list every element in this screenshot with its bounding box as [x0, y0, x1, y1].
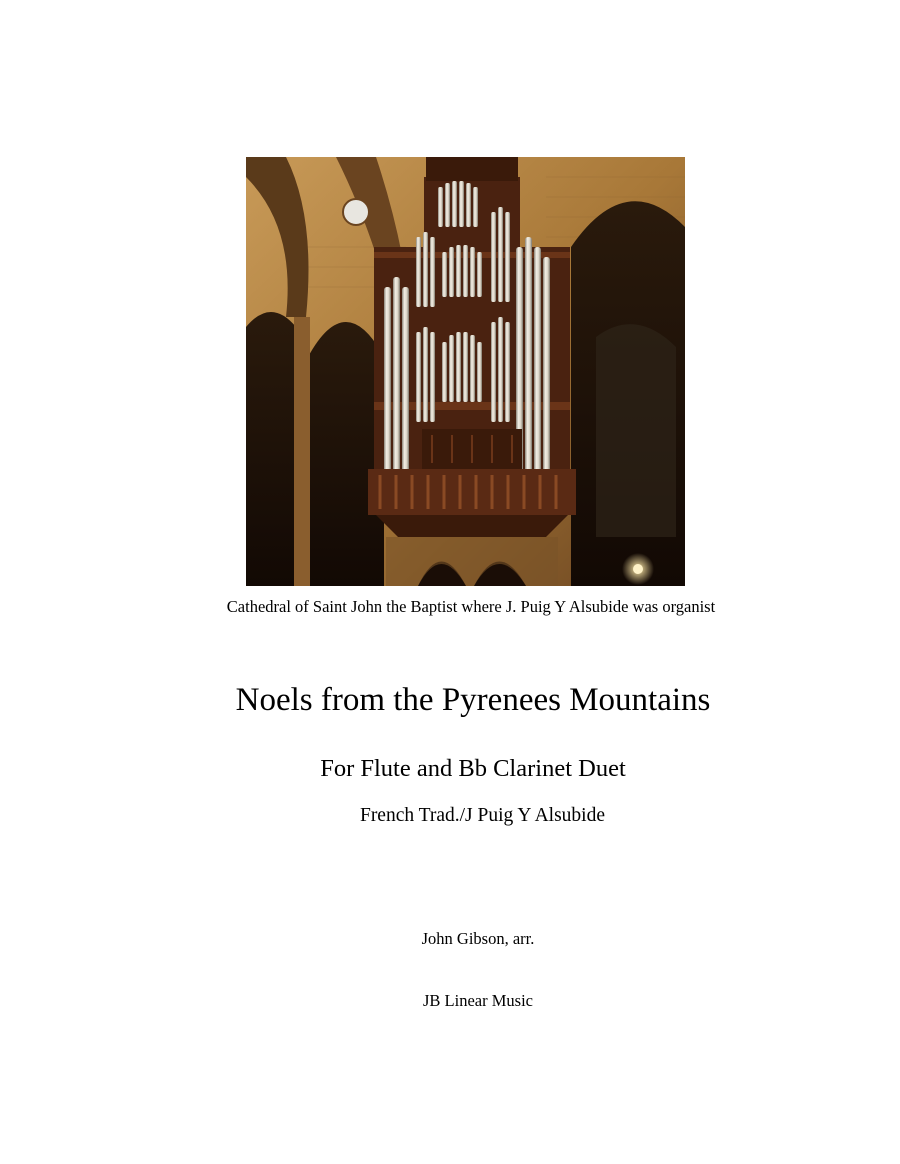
score-title: Noels from the Pyrenees Mountains: [235, 682, 711, 718]
photo-caption: Cathedral of Saint John the Baptist where J. Puig Y Alsubide was organist: [226, 597, 716, 616]
cathedral-organ-photo: [246, 157, 685, 586]
publisher-name: JB Linear Music: [423, 991, 533, 1010]
composer-credit: French Trad./J Puig Y Alsubide: [359, 805, 606, 826]
arranger-credit: John Gibson, arr.: [421, 929, 535, 948]
instrumentation-subtitle: For Flute and Bb Clarinet Duet: [320, 755, 626, 782]
